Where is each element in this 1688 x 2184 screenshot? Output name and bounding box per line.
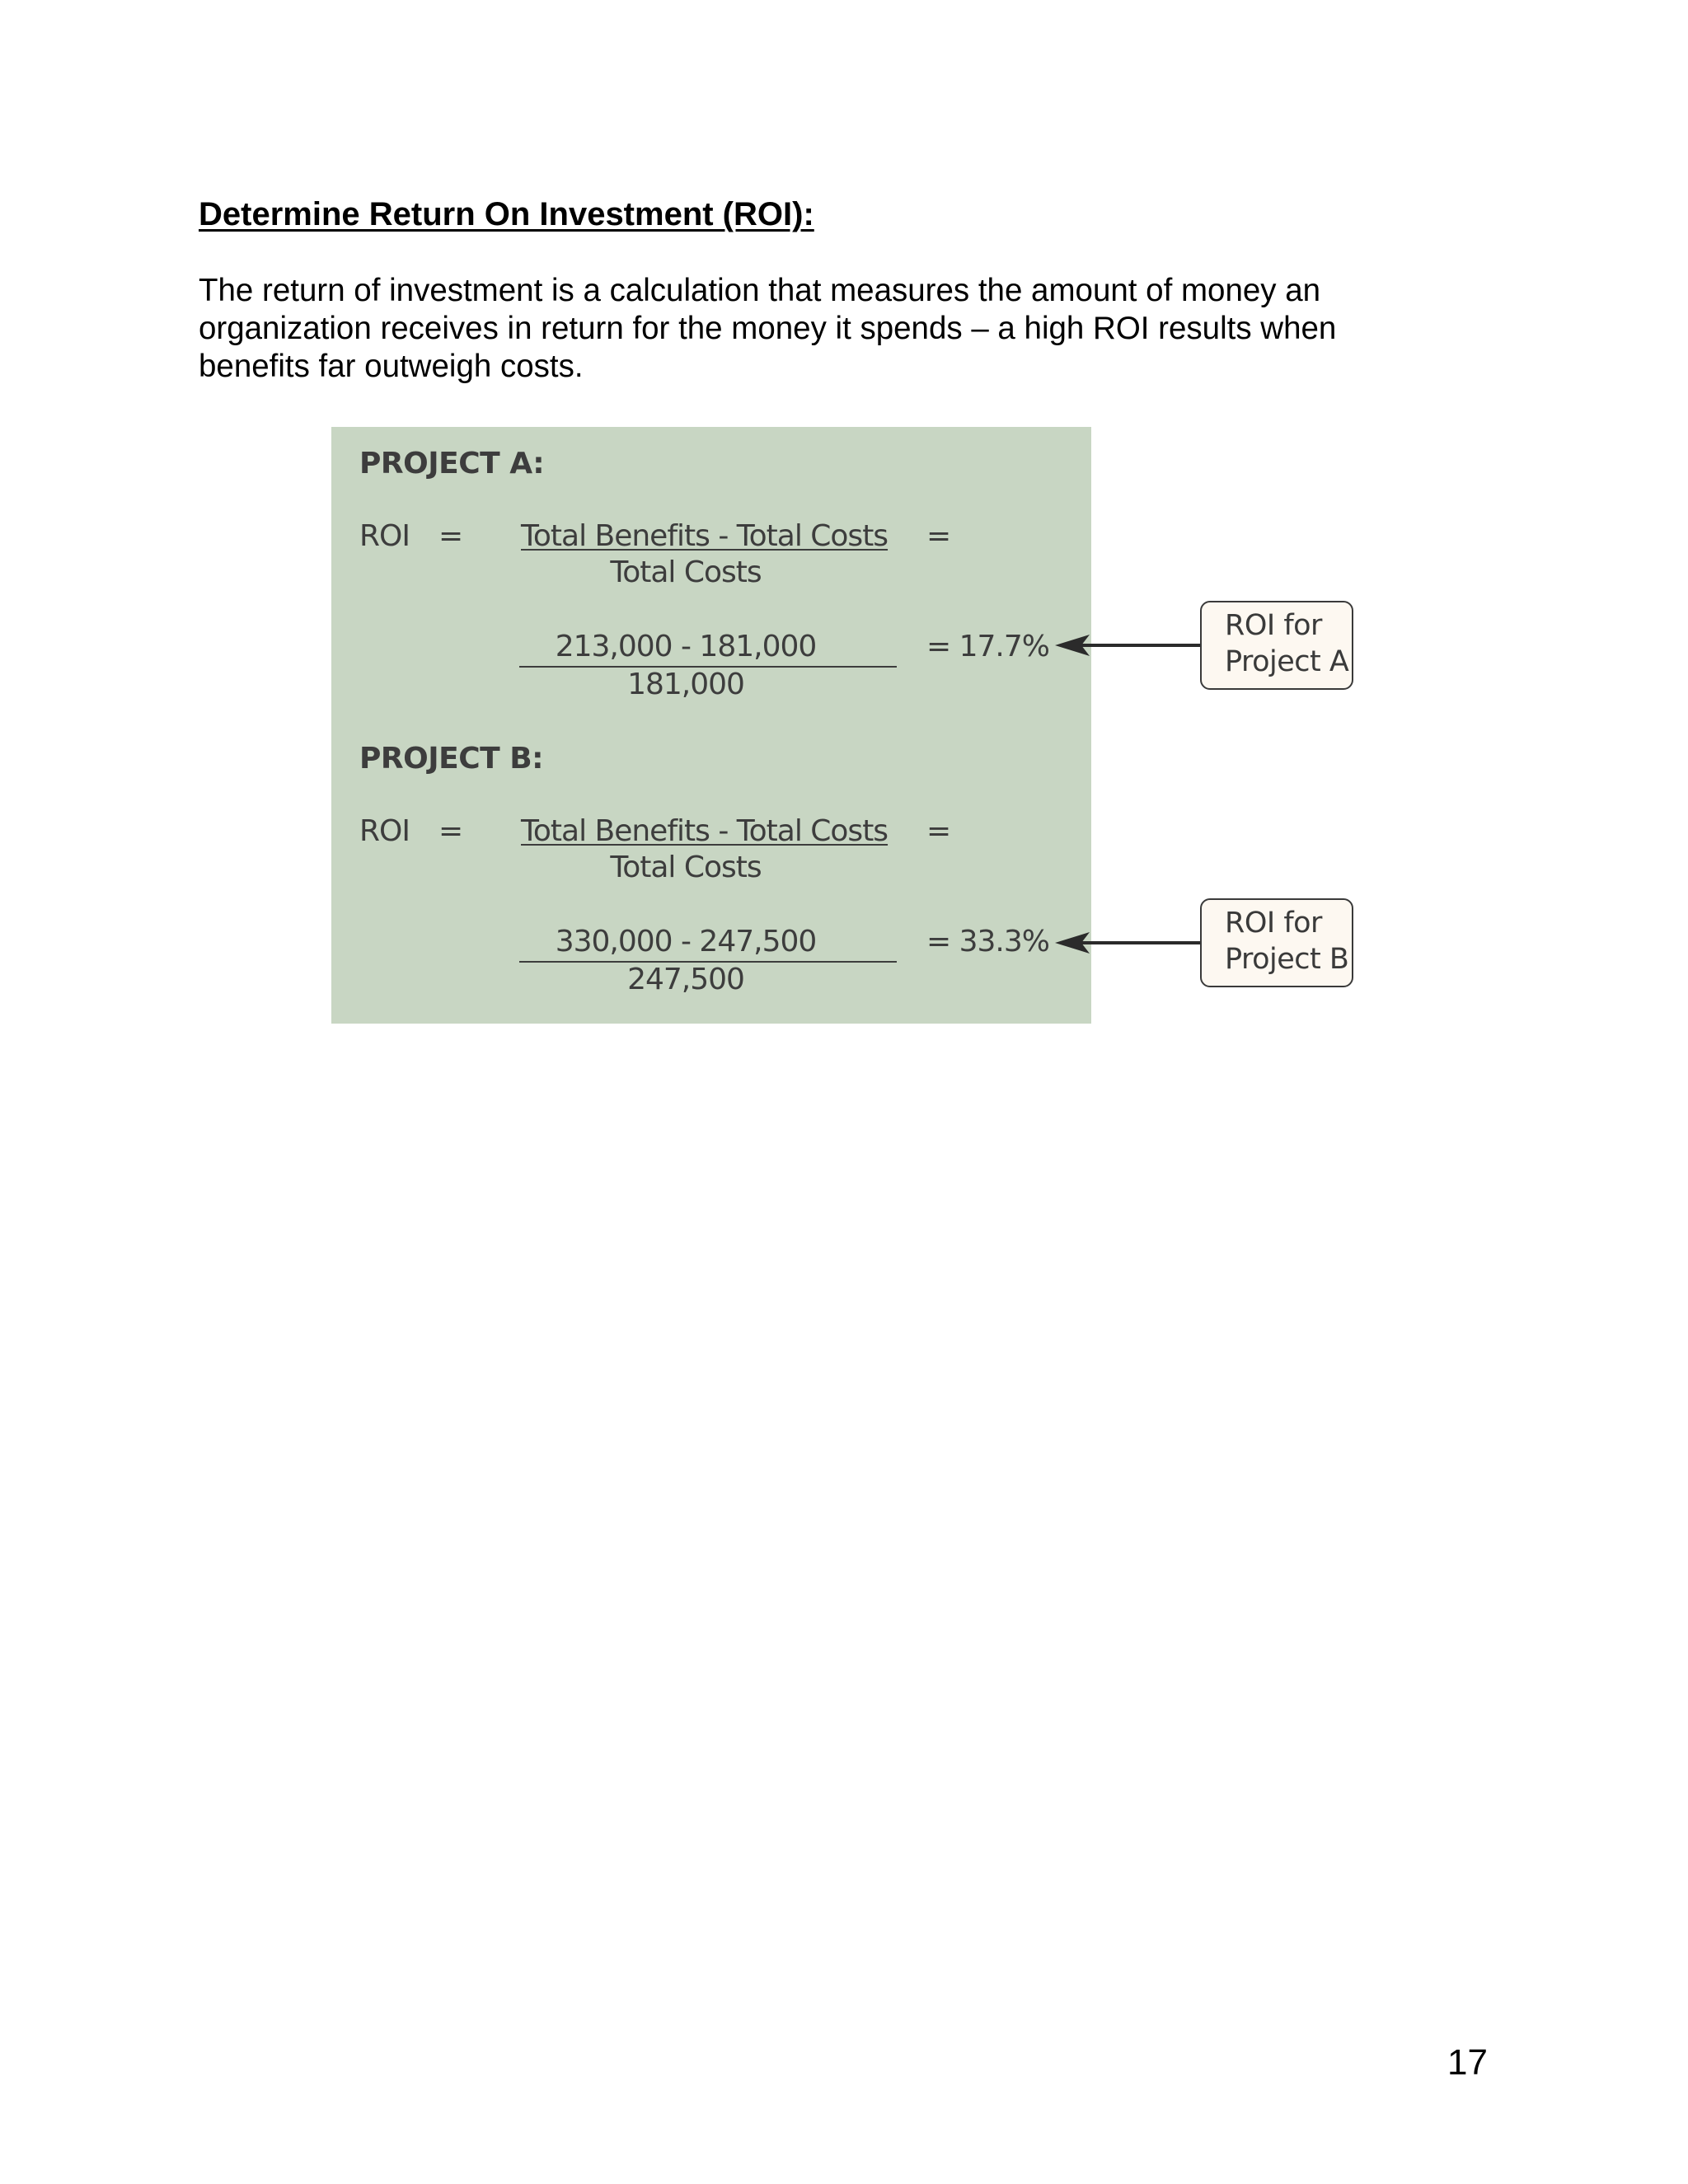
callout-line: ROI for bbox=[1225, 907, 1322, 940]
project-a-roi-equals: = bbox=[438, 519, 463, 553]
roi-figure-panel bbox=[331, 427, 1091, 1024]
project-a-result: = 17.7% bbox=[926, 630, 1049, 663]
project-b-calc-numerator: 330,000 - 247,500 bbox=[555, 925, 817, 958]
page-number: 17 bbox=[1447, 2042, 1488, 2083]
project-b-result: = 33.3% bbox=[926, 925, 1049, 958]
project-a-formula-denominator: Total Costs bbox=[610, 555, 762, 589]
intro-line: The return of investment is a calculation that measures the amount of money an bbox=[199, 273, 1321, 308]
project-a-formula-equals: = bbox=[926, 519, 951, 553]
project-b-roi-label: ROI bbox=[359, 814, 410, 848]
project-a-roi-label: ROI bbox=[359, 519, 410, 553]
project-a-formula-numerator: Total Benefits - Total Costs bbox=[521, 519, 889, 553]
project-b-roi-equals: = bbox=[438, 814, 463, 848]
project-b-title: PROJECT B: bbox=[359, 742, 544, 776]
intro-paragraph bbox=[199, 272, 1435, 386]
intro-line: organization receives in return for the money it spends – a high ROI results when bbox=[199, 311, 1337, 346]
project-b-formula-equals: = bbox=[926, 814, 951, 848]
project-b-formula-numerator: Total Benefits - Total Costs bbox=[521, 814, 889, 848]
callout-project-a bbox=[1200, 601, 1353, 690]
project-b-formula-denominator: Total Costs bbox=[610, 851, 762, 884]
callout-line: Project A bbox=[1225, 645, 1349, 678]
project-a-title: PROJECT A: bbox=[359, 447, 545, 480]
section-heading: Determine Return On Investment (ROI): bbox=[199, 196, 814, 232]
callout-line: Project B bbox=[1225, 943, 1349, 976]
project-a-calc-denominator: 181,000 bbox=[627, 668, 744, 701]
callout-line: ROI for bbox=[1225, 609, 1322, 642]
intro-line: benefits far outweigh costs. bbox=[199, 349, 584, 384]
project-a-calc-numerator: 213,000 - 181,000 bbox=[555, 630, 817, 663]
callout-project-b bbox=[1200, 898, 1353, 987]
project-b-calc-denominator: 247,500 bbox=[627, 963, 744, 996]
